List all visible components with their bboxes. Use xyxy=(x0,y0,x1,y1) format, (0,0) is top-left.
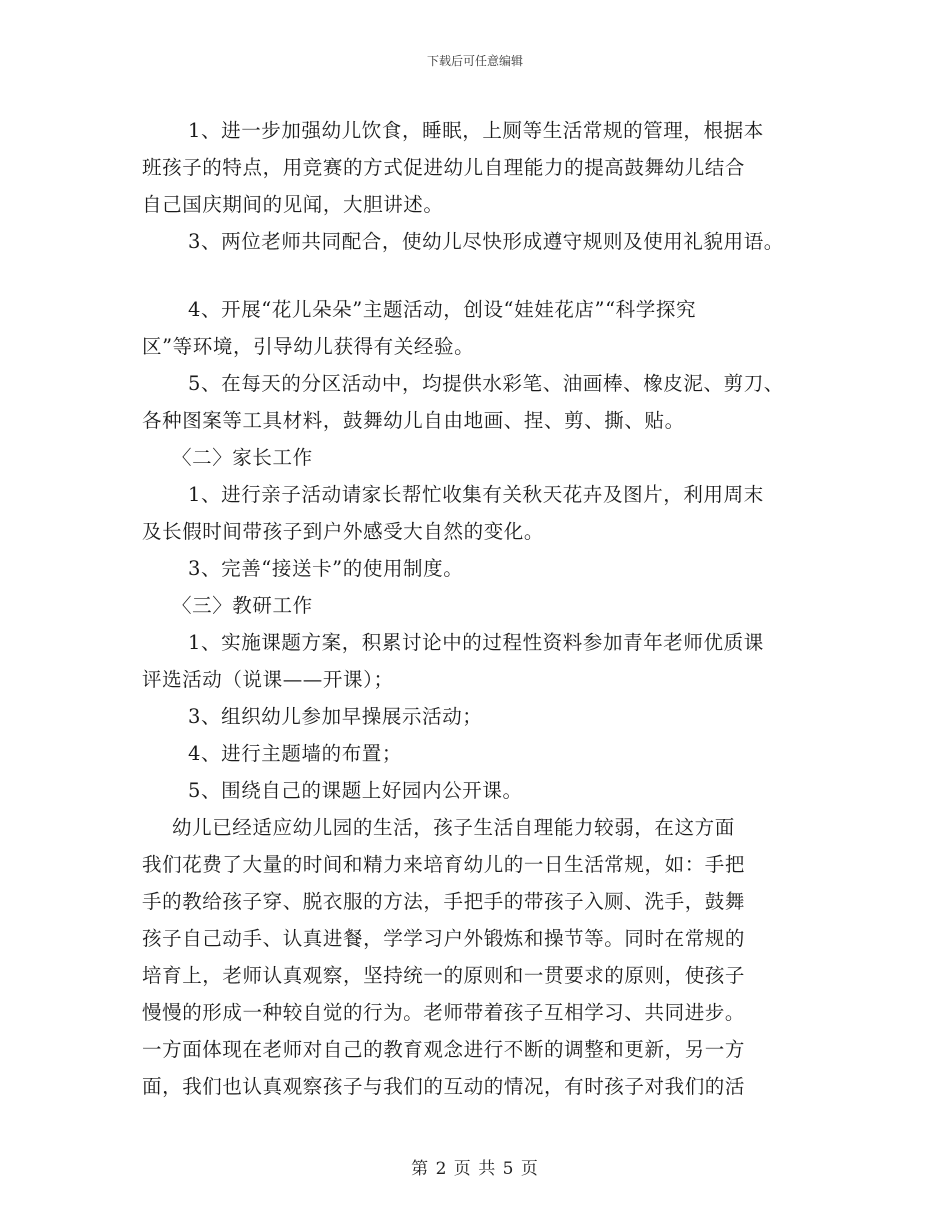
paragraph-line: 面，我们也认真观察孩子与我们的互动的情况，有时孩子对我们的活 xyxy=(142,1075,746,1098)
paragraph-line: 各种图案等工具材料，鼓舞幼儿自由地画、捏、剪、撕、贴。 xyxy=(142,409,685,432)
paragraph-line: 一方面体现在老师对自己的教育观念进行不断的调整和更新，另一方 xyxy=(142,1038,746,1061)
paragraph-line: 3、完善“接送卡”的使用制度。 xyxy=(188,557,464,580)
paragraph-line: 孩子自己动手、认真进餐，学学习户外锻炼和操节等。同时在常规的 xyxy=(142,927,746,950)
paragraph-line: 手的教给孩子穿、脱衣服的方法，手把手的带孩子入厕、洗手，鼓舞 xyxy=(142,890,746,913)
paragraph-line: 区”等环境，引导幼儿获得有关经验。 xyxy=(142,335,475,358)
paragraph-line: 3、两位老师共同配合，使幼儿尽快形成遵守规则及使用礼貌用语。 xyxy=(188,230,784,253)
paragraph-line: 培育上，老师认真观察，坚持统一的原则和一贯要求的原则，使孩子 xyxy=(142,964,746,987)
paragraph-line: 3、组织幼儿参加早操展示活动； xyxy=(188,705,483,728)
paragraph-line: 5、围绕自己的课题上好园内公开课。 xyxy=(188,779,523,802)
paragraph-line: 5、在每天的分区活动中，均提供水彩笔、油画棒、橡皮泥、剪刀、 xyxy=(188,372,784,395)
paragraph-line: 4、开展“花儿朵朵”主题活动，创设“娃娃花店”“科学探究 xyxy=(188,298,697,321)
paragraph-line: 自己国庆期间的见闻，大胆讲述。 xyxy=(142,193,444,216)
paragraph-line: 幼儿已经适应幼儿园的生活，孩子生活自理能力较弱，在这方面 xyxy=(172,816,735,839)
paragraph-line: 及长假时间带孩子到户外感受大自然的变化。 xyxy=(142,520,545,543)
section-heading: 〈三〉教研工作 xyxy=(172,594,313,617)
paragraph-line: 班孩子的特点，用竞赛的方式促进幼儿自理能力的提高鼓舞幼儿结合 xyxy=(142,156,746,179)
paragraph-line: 我们花费了大量的时间和精力来培育幼儿的一日生活常规，如：手把 xyxy=(142,853,746,876)
paragraph-line: 评选活动（说课——开课）； xyxy=(142,668,394,691)
paragraph-line: 慢慢的形成一种较自觉的行为。老师带着孩子互相学习、共同进步。 xyxy=(142,1001,746,1024)
paragraph-line: 1、进一步加强幼儿饮食，睡眠，上厕等生活常规的管理，根据本 xyxy=(188,119,764,142)
paragraph-line: 4、进行主题墙的布置； xyxy=(188,742,403,765)
page-number-footer: 第 2 页 共 5 页 xyxy=(411,1159,539,1179)
page-header: 下载后可任意编辑 xyxy=(426,54,523,68)
paragraph-line: 1、进行亲子活动请家长帮忙收集有关秋天花卉及图片，利用周末 xyxy=(188,483,764,506)
paragraph-line: 1、实施课题方案，积累讨论中的过程性资料参加青年老师优质课 xyxy=(188,631,764,654)
section-heading: 〈二〉家长工作 xyxy=(172,446,313,469)
